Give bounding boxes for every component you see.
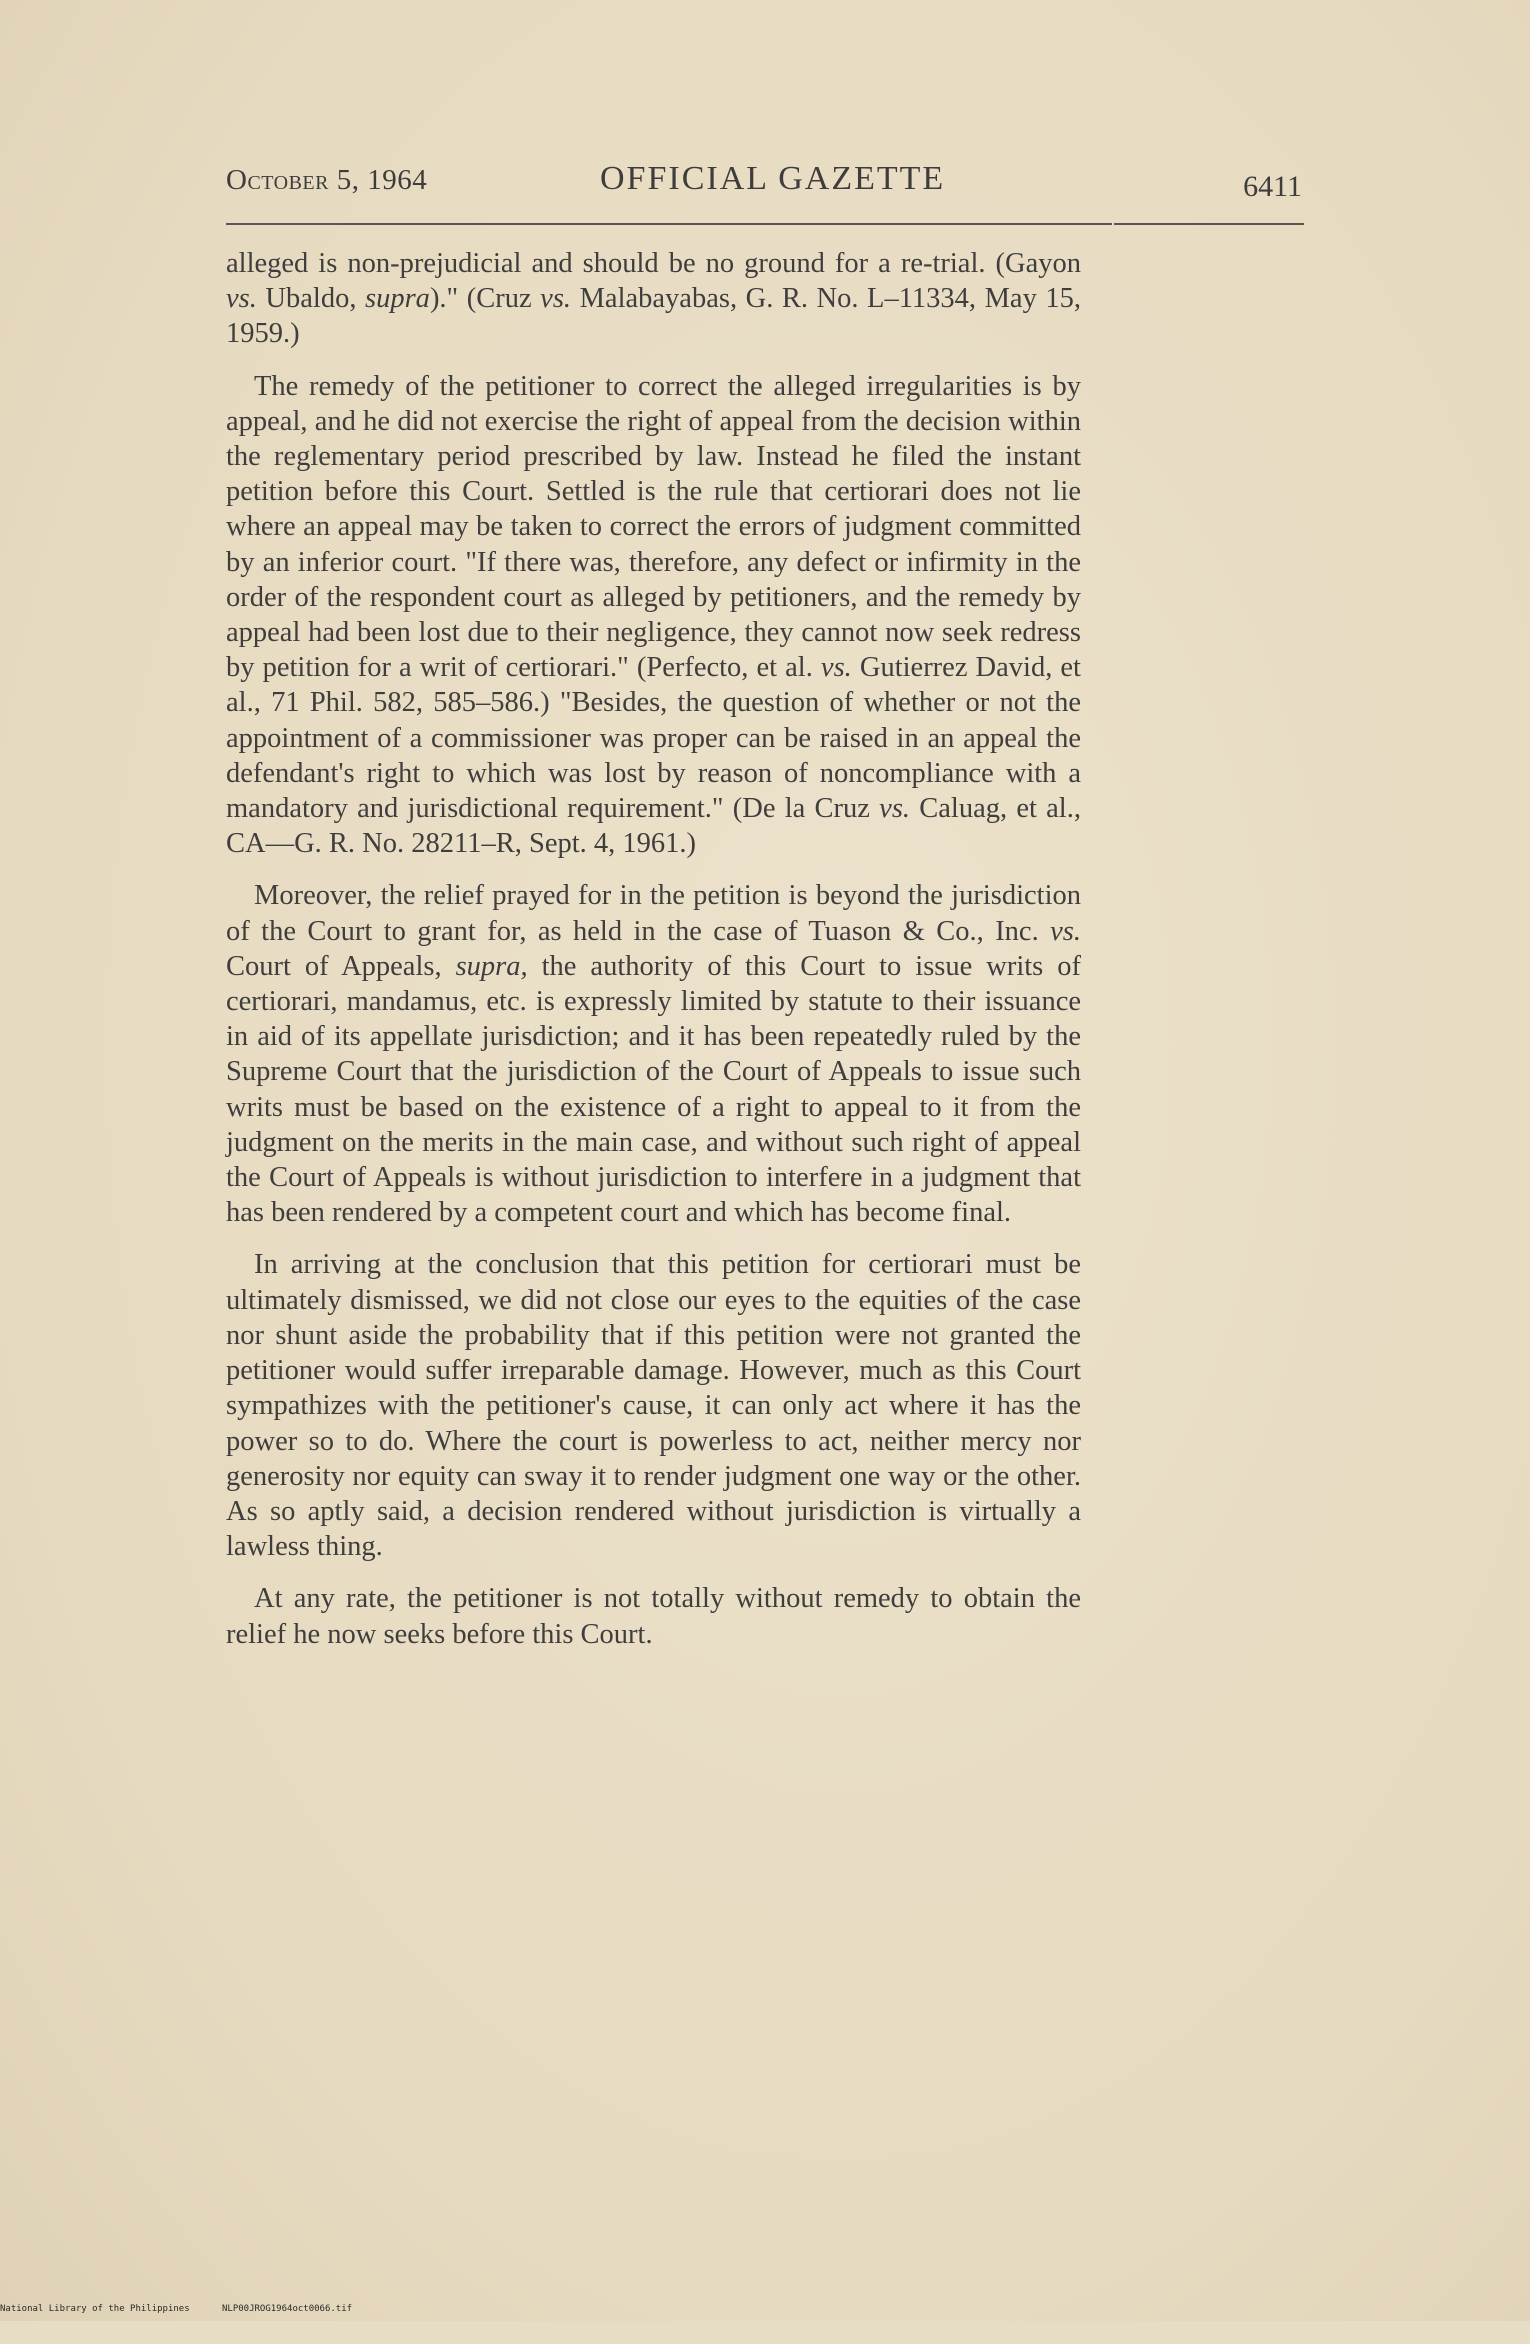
publication-title: OFFICIAL GAZETTE [600,160,946,197]
issue-date: October 5, 1964 [226,164,428,196]
header-rule-left [226,223,1112,225]
scan-footer [0,2304,353,2344]
paragraph-continuation: alleged is non-prejudicial and should be no ground for a re-trial. (Gayon vs. Ubaldo, supra)." (Cruz vs. Malabayabas, G. R. No. L–11334, May 15, 1959.) [226,248,1081,350]
page-header [226,160,1302,210]
scan-filename: NLP00JROG1964oct0066.tif [222,2304,353,2314]
paragraph-remedy-available: At any rate, the petitioner is not totally without remedy to obtain the relief he now seeks before this Court. [226,1583,1081,1650]
paragraph-remedy: The remedy of the petitioner to correct the alleged irregularities is by appeal, and he did not exercise the right of appeal from the decision within the reglementary period prescribed by law. Instead he filed the instant petition before this Court. Settled is the rule that certiorari does not lie where an appeal may be taken to correct the errors of judgment committed by an inferior court. "If there was, therefore, any defect or infirmity in the order of the respondent court as alleged by petitioners, and the remedy by appeal had been lost due to their negligence, they cannot now seek redress by petition for a writ of certiorari." (Perfecto, et al. vs. Gutierrez David, et al., 71 Phil. 582, 585–586.) "Besides, the question of whether or not the appointment of a commissioner was proper can be raised in an appeal the defendant's right to which was lost by reason of noncompliance with a mandatory and jurisdictional requirement." (De la Cruz vs. Caluag, et al., CA—G. R. No. 28211–R, Sept. 4, 1961.) [226,370,1081,860]
paragraph-jurisdiction: Moreover, the relief prayed for in the petition is beyond the jurisdiction of the Court to grant for, as held in the case of Tuason & Co., Inc. vs. Court of Appeals, supra, the authority of this Court to issue writs of certiorari, mandamus, etc. is expressly limited by statute to their issuance in aid of its appellate jurisdiction; and it has been repeatedly ruled by the Supreme Court that the jurisdiction of the Court of Appeals to issue such writs must be based on the existence of a right to appeal to it from the judgment on the merits in the main case, and without such right of appeal the Court of Appeals is without jurisdiction to interfere in a judgment that has been rendered by a competent court and which has become final. [226,880,1081,1229]
header-rule-right [1114,223,1304,225]
library-credit: National Library of the Philippines [0,2304,190,2314]
page-number: 6411 [1243,170,1302,203]
paragraph-conclusion: In arriving at the conclusion that this petition for certiorari must be ultimately dismissed, we did not close our eyes to the equities of the case nor shunt aside the probability that if this petition were not granted the petitioner would suffer irreparable damage. However, much as this Court sympathizes with the petitioner's cause, it can only act where it has the power so to do. Where the court is powerless to act, neither mercy nor generosity nor equity can sway it to render judgment one way or the other. As so aptly said, a decision rendered without jurisdiction is virtually a lawless thing. [226,1249,1081,1563]
article-body [226,246,1081,1669]
